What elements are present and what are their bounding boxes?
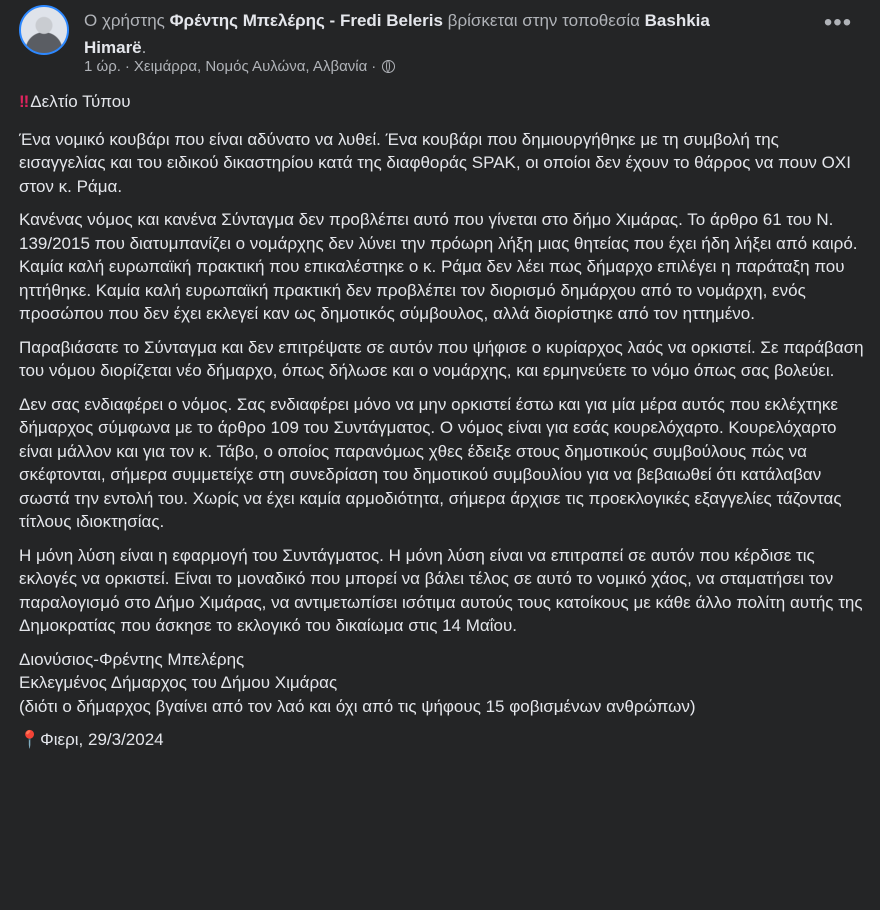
meta-separator-2: · xyxy=(371,58,377,75)
signature-name: Διονύσιος-Φρέντης Μπελέρης xyxy=(19,649,245,669)
paragraph: Παραβιάσατε το Σύνταγμα και δεν επιτρέψατε σε αυτόν που ψήφισε ο κυρίαρχος λαός να ορκιστεί. Σε παράβαση του νόμου διορίζεται νέο δήμαρχο, όπως δήλωσε και ο νομάρχης, και ερμηνεύετε το νόμο όπως σας βολεύει. xyxy=(19,337,864,380)
header-middle: βρίσκεται στην τοποθεσία xyxy=(447,11,640,30)
header-period: . xyxy=(141,38,147,57)
pin-icon: 📍 xyxy=(19,730,41,749)
post-location[interactable]: Χειμάρρα, Νομός Αυλώνα, Αλβανία xyxy=(133,58,368,75)
alert-icon: ‼ xyxy=(19,92,28,111)
post-footer xyxy=(19,728,864,752)
paragraph: Κανένας νόμος και κανένα Σύνταγμα δεν προβλέπει αυτό που γίνεται στο δήμο Χιμάρας. Το άρθρο 61 του Ν. 139/2015 που διατυμπανίζει ο νομάρχης δεν λύνει την πρόωρη λήξη μιας θητείας που έχει ήδη λήξει από καιρό. Καμία καλή ευρωπαϊκή πρακτική που επικαλέστηκε ο κ. Ράμα δεν λέει πως δήμαρχο επιλέγει η παράταξη που ηττήθηκε. Καμία καλή ευρωπαϊκή πρακτική δεν προβλέπει τον διορισμό δημάρχου από το νομάρχη, ενός προσώπου που δεν έχει εκλεγεί καν ως δημοτικός σύμβουλος, αλλά διορίστηκε από τον ηττημένο. xyxy=(19,210,858,323)
paragraph: Δεν σας ενδιαφέρει ο νόμος. Σας ενδιαφέρει μόνο να μην ορκιστεί έστω και για μία μέρα αυτός που εκλέχτηκε δήμαρχος σύμφωνα με το άρθρο 109 του Συντάγματος. Ο νόμος είναι για εσάς κουρελόχαρτο. Κουρελόχαρτο είναι μάλλον και για τον κ. Τάβο, ο οποίος παρανόμως χθες έδειξε στους δημοτικούς συμβούλους πώς να σκέφτονται, σήμερα συμμετείχε στη συνεδρίαση του δημοτικού συμβουλίου για να βεβαιωθεί ότι κατάλαβαν σωστά την εντολή του. Χωρίς να έχει καμία αρμοδιότητα, σήμερα άρχισε τις προεκλογικές εξαγγελίες τάζοντας τίτλους ιδιοκτησίας. xyxy=(19,394,842,531)
paragraph: Η μόνη λύση είναι η εφαρμογή του Συντάγματος. Η μόνη λύση είναι να επιτραπεί σε αυτόν που κέρδισε τις εκλογές να ορκιστεί. Είναι το μοναδικό που μπορεί να βάλει τέλος σε αυτό το νομικό χάος, να σταματήσει τον παραλογισμό στο Δήμο Χιμάρας, να αντιμετωπίσει ισότιμα αυτούς τους κατοίκους με κάθε άλλο πολίτη αυτής της Δημοκρατίας που άσκησε το εκλογικό του δικαίωμα στις 14 Μαΐου. xyxy=(19,545,863,635)
post-title-line xyxy=(19,90,864,114)
paragraph: Ένα νομικό κουβάρι που είναι αδύνατο να λυθεί. Ένα κουβάρι που δημιουργήθηκε με τη συμβολή της εισαγγελίας και του ειδικού δικαστηρίου κατά της διαφθοράς SPAK, οι οποίοι δεν έχουν το θάρρος να πουν ΟΧΙ στον κ. Ράμα. xyxy=(19,129,851,196)
post-meta xyxy=(84,58,395,75)
author-name[interactable]: Φρέντης Μπελέρης - Fredi Beleris xyxy=(169,11,443,30)
post-time[interactable]: 1 ώρ. xyxy=(84,58,121,75)
post-title: Δελτίο Τύπου xyxy=(30,92,131,111)
header-prefix: Ο χρήστης xyxy=(84,11,165,30)
more-options-icon[interactable]: ••• xyxy=(823,9,853,36)
globe-icon[interactable] xyxy=(382,60,395,73)
avatar[interactable] xyxy=(19,5,69,55)
post-header xyxy=(84,7,784,61)
signature-note: (διότι ο δήμαρχος βγαίνει από τον λαό και όχι από τις ψήφους 15 φοβισμένων ανθρώπων) xyxy=(19,696,696,716)
signature-title: Εκλεγμένος Δήμαρχος του Δήμου Χιμάρας xyxy=(19,673,338,692)
location-name[interactable]: Bashkia Himarë xyxy=(84,11,710,57)
post-body xyxy=(19,90,864,752)
meta-separator: · xyxy=(124,58,130,75)
footer-date: Φιερι, 29/3/2024 xyxy=(40,730,164,749)
